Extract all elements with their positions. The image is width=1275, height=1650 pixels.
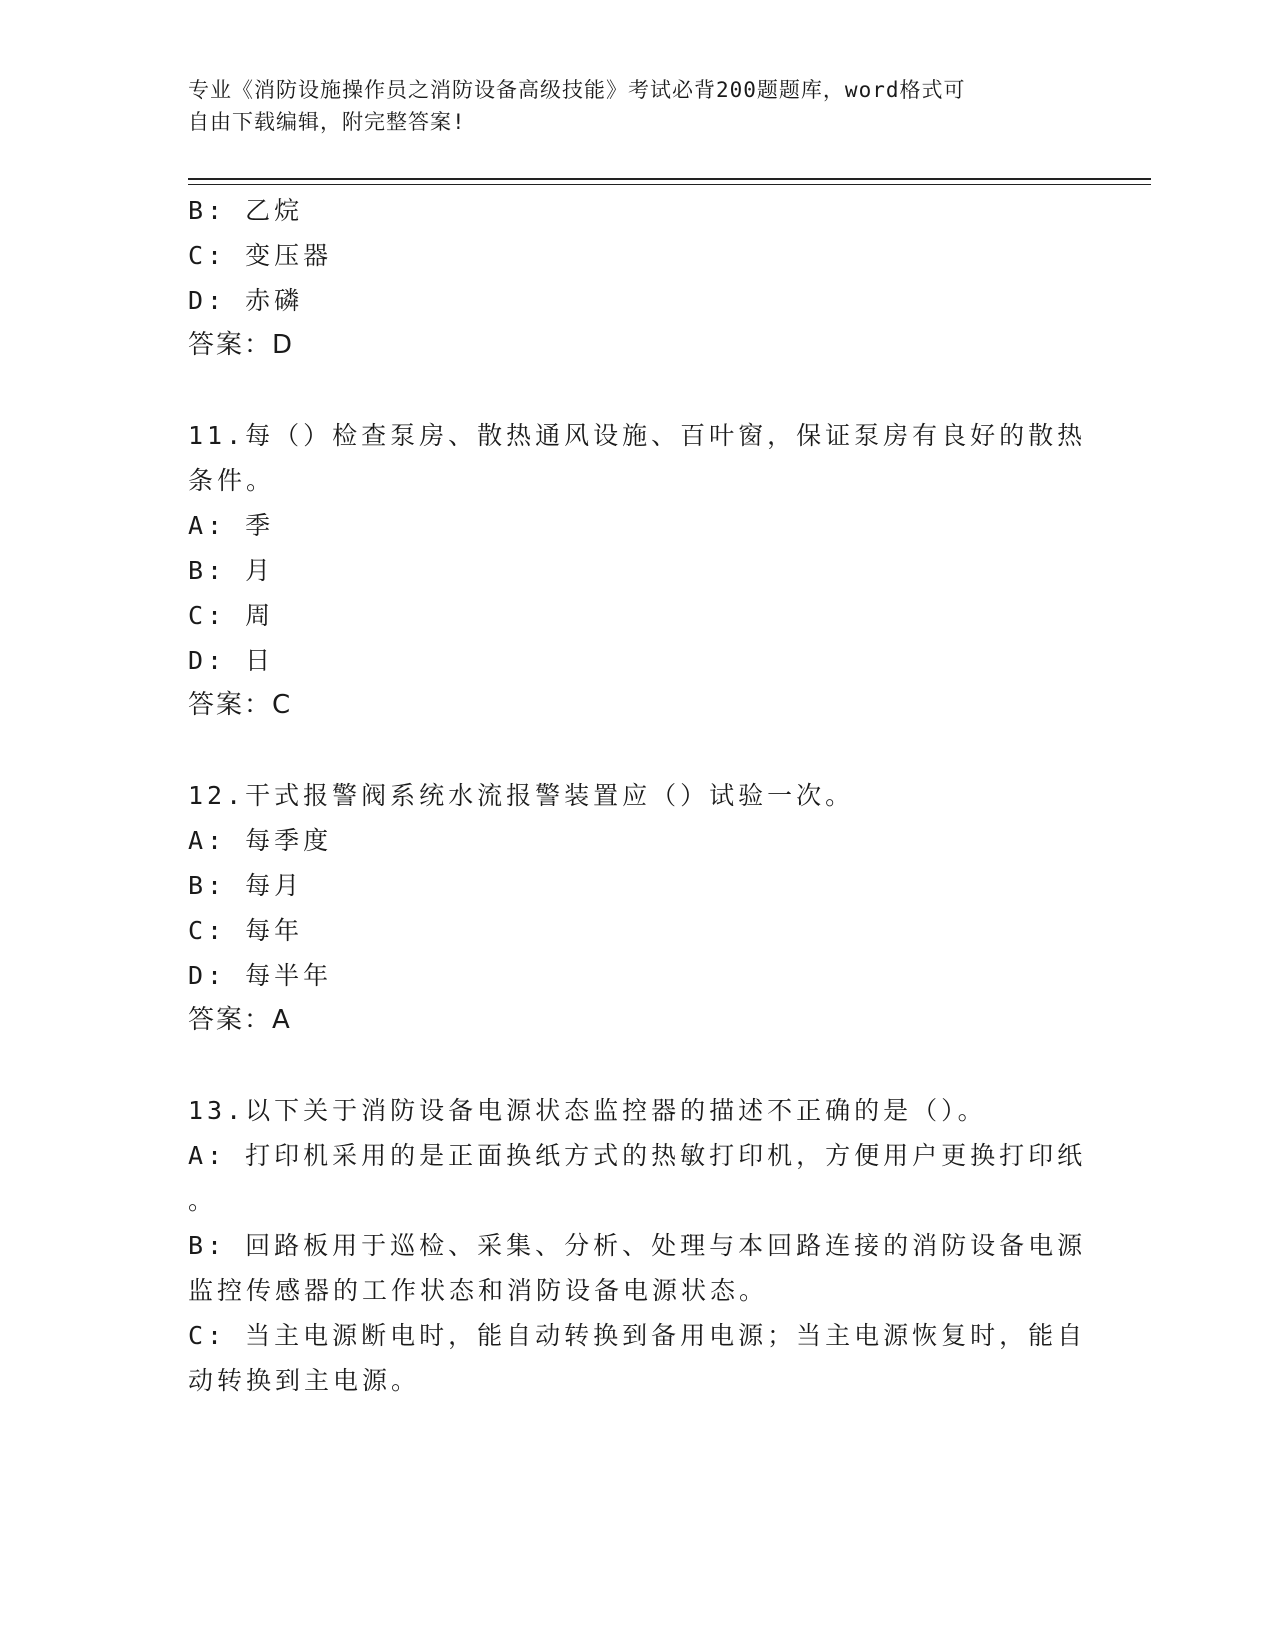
option-b: B: 月 <box>188 556 275 585</box>
option-b: B: 回路板用于巡检、采集、分析、处理与本回路连接的消防设备电源 <box>188 1231 1087 1260</box>
option-c: C: 周 <box>188 601 275 630</box>
option-a: A: 季 <box>188 511 275 540</box>
option-c-continued: 动转换到主电源。 <box>188 1366 421 1395</box>
option-d: D: 日 <box>188 646 275 675</box>
header-line-2: 自由下载编辑，附完整答案! <box>188 110 466 134</box>
question-10-block <box>188 188 1068 368</box>
option-c: C: 每年 <box>188 916 304 945</box>
header-line-1: 专业《消防设施操作员之消防设备高级技能》考试必背200题题库，word格式可 <box>188 78 966 102</box>
option-a: A: 每季度 <box>188 826 333 855</box>
option-b-continued: 监控传感器的工作状态和消防设备电源状态。 <box>188 1276 769 1305</box>
question-stem-continued: 条件。 <box>188 466 276 495</box>
spacer <box>188 728 1068 773</box>
question-13-block <box>188 1088 1087 1403</box>
question-stem: 12.干式报警阀系统水流报警装置应（）试验一次。 <box>188 781 855 810</box>
spacer <box>188 1043 1068 1088</box>
answer-line: 答案：C <box>188 690 293 720</box>
question-content <box>188 188 1087 1403</box>
answer-line: 答案：A <box>188 1005 292 1035</box>
question-11-block <box>188 413 1087 728</box>
option-c: C: 当主电源断电时，能自动转换到备用电源；当主电源恢复时，能自 <box>188 1321 1087 1350</box>
option-a: A: 打印机采用的是正面换纸方式的热敏打印机，方便用户更换打印纸 <box>188 1141 1087 1170</box>
option-c: C: 变压器 <box>188 241 333 270</box>
answer-line: 答案：D <box>188 330 295 360</box>
option-a-continued: 。 <box>188 1186 218 1215</box>
option-b: B: 乙烷 <box>188 196 304 225</box>
header-rule-thin <box>188 184 1151 185</box>
option-b: B: 每月 <box>188 871 304 900</box>
question-12-block <box>188 773 1068 1043</box>
spacer <box>188 368 1068 413</box>
question-stem: 11.每（）检查泵房、散热通风设施、百叶窗，保证泵房有良好的散热 <box>188 421 1087 450</box>
option-d: D: 赤磷 <box>188 286 304 315</box>
option-d: D: 每半年 <box>188 961 333 990</box>
document-header <box>188 74 1088 138</box>
question-stem: 13.以下关于消防设备电源状态监控器的描述不正确的是（）。 <box>188 1096 987 1125</box>
header-rule-thick <box>188 178 1151 180</box>
